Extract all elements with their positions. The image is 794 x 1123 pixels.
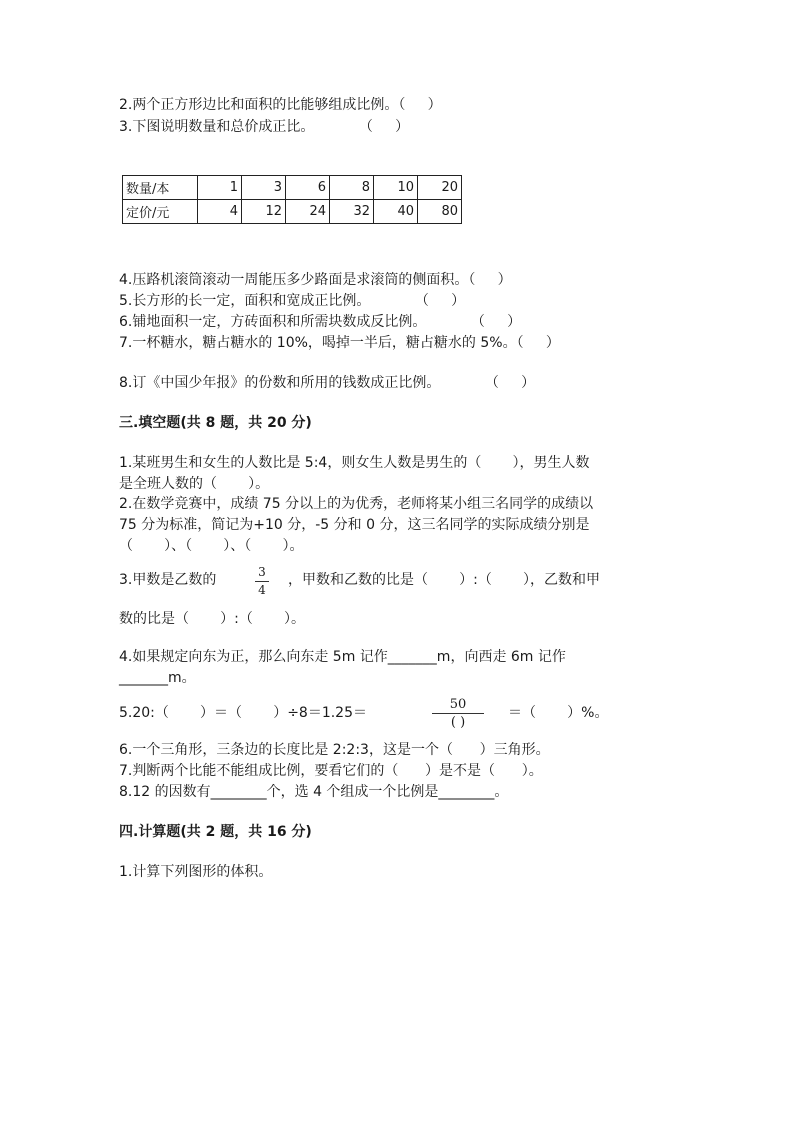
fill-question-8: 8.12 的因数有________个，选 4 个组成一个比例是________。 — [119, 784, 509, 800]
quantity-price-table — [122, 175, 462, 224]
fill-question-1-line2: 是全班人数的（ ）。 — [119, 476, 270, 492]
judge-question-4: 4.压路机滚筒滚动一周能压多少路面是求滚筒的侧面积。（ ） — [119, 272, 512, 288]
fill-question-2-line3: （ ）、（ ）、（ ）。 — [119, 538, 304, 554]
fill-question-2-line2: 75 分为标准，简记为+10 分，-5 分和 0 分，这三名同学的实际成绩分别是 — [119, 517, 590, 533]
fill-question-3-line2: 数的比是（ ）:（ ）。 — [119, 611, 306, 627]
section-title-calculation: 四.计算题(共 2 题，共 16 分) — [119, 824, 312, 840]
judge-question-6: 6.铺地面积一定，方砖面积和所需块数成反比例。 （ ） — [119, 314, 522, 330]
fraction-denominator: ( ) — [450, 715, 466, 730]
table-cell: 32 — [330, 200, 374, 224]
fraction-numerator: 50 — [449, 697, 467, 712]
table-cell: 80 — [418, 200, 462, 224]
judge-question-3: 3.下图说明数量和总价成正比。 （ ） — [119, 119, 410, 135]
table-cell: 40 — [374, 200, 418, 224]
judge-question-5: 5.长方形的长一定，面积和宽成正比例。 （ ） — [119, 293, 466, 309]
judge-question-7: 7.一杯糖水，糖占糖水的 10%，喝掉一半后，糖占糖水的 5%。（ ） — [119, 335, 560, 351]
table-cell: 1 — [198, 176, 242, 200]
table-cell: 4 — [198, 200, 242, 224]
fraction-bar — [255, 581, 269, 582]
table-row — [123, 200, 462, 224]
fill-question-5-right: ＝（ ）%。 — [508, 705, 609, 721]
fill-question-3-right: ，甲数和乙数的比是（ ）:（ ），乙数和甲 — [288, 572, 601, 588]
table-cell: 6 — [286, 176, 330, 200]
calc-question-1: 1.计算下列图形的体积。 — [119, 864, 273, 880]
fill-question-3-left: 3.甲数是乙数的 — [119, 572, 217, 588]
table-cell: 12 — [242, 200, 286, 224]
fraction-bar — [432, 713, 484, 714]
fraction-fifty-over-blank — [432, 697, 484, 730]
table-cell: 3 — [242, 176, 286, 200]
table-cell: 10 — [374, 176, 418, 200]
fill-question-5-left: 5.20:（ ）＝（ ）÷8＝1.25＝ — [119, 705, 368, 721]
table-cell: 20 — [418, 176, 462, 200]
fraction-denominator: 4 — [258, 583, 266, 597]
fill-question-2-line1: 2.在数学竞赛中，成绩 75 分以上的为优秀，老师将某小组三名同学的成绩以 — [119, 496, 594, 512]
fraction-three-quarters — [255, 566, 269, 597]
fill-question-4-line2: _______m。 — [119, 670, 196, 686]
table-row-header: 数量/本 — [123, 176, 198, 200]
table-cell: 24 — [286, 200, 330, 224]
table-row — [123, 176, 462, 200]
fraction-numerator: 3 — [258, 565, 266, 579]
fill-question-1-line1: 1.某班男生和女生的人数比是 5:4，则女生人数是男生的（ ），男生人数 — [119, 455, 590, 471]
fill-question-6: 6.一个三角形，三条边的长度比是 2:2:3，这是一个（ ）三角形。 — [119, 742, 550, 758]
judge-question-2: 2.两个正方形边比和面积的比能够组成比例。（ ） — [119, 97, 442, 113]
section-title-fill-in: 三.填空题(共 8 题，共 20 分) — [119, 415, 312, 431]
fill-question-7: 7.判断两个比能不能组成比例，要看它们的（ ）是不是（ ）。 — [119, 763, 543, 779]
judge-question-8: 8.订《中国少年报》的份数和所用的钱数成正比例。 （ ） — [119, 375, 536, 391]
table-cell: 8 — [330, 176, 374, 200]
fill-question-4-line1: 4.如果规定向东为正，那么向东走 5m 记作_______m，向西走 6m 记作 — [119, 649, 566, 665]
table-row-header: 定价/元 — [123, 200, 198, 224]
